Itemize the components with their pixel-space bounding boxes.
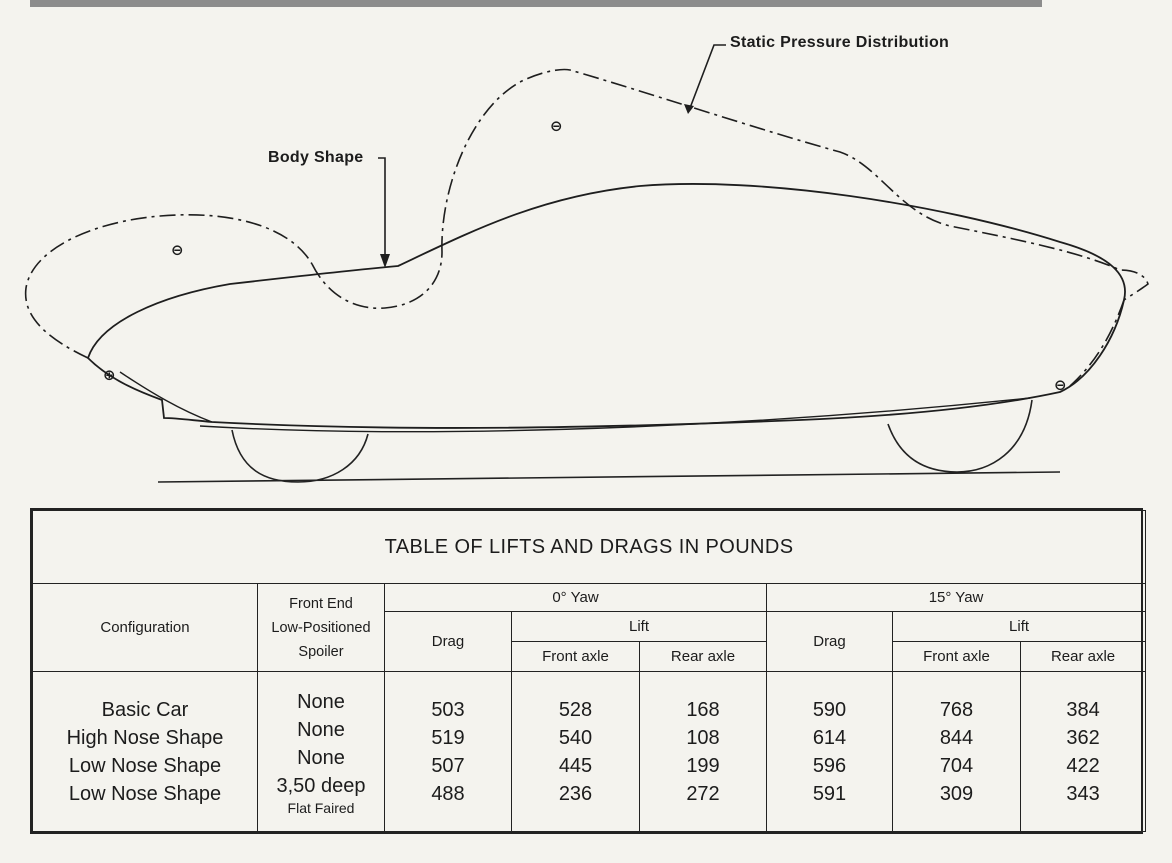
- header-lift-0: Lift: [512, 612, 767, 642]
- pressure-roof-curve: [442, 70, 1148, 301]
- table-cell: None: [297, 746, 345, 769]
- column-lift-rear-0: [640, 672, 767, 832]
- header-rear-axle-15: Rear axle: [1021, 642, 1146, 672]
- table-cell: High Nose Shape: [66, 726, 224, 749]
- negative-sign-icon: ⊖: [1054, 377, 1067, 394]
- front-wheel: [232, 430, 368, 482]
- body-shape-arrowhead: [380, 254, 390, 268]
- table-cell: 3,50 deep: [276, 774, 366, 797]
- table-cell: 199: [686, 754, 720, 777]
- table-cell: Basic Car: [101, 698, 189, 721]
- column-lift-front-0: [512, 672, 640, 832]
- static-pressure-label: Static Pressure Distribution: [730, 34, 950, 51]
- table-cell: 236: [558, 782, 593, 805]
- header-drag-0: Drag: [385, 612, 512, 672]
- column-configuration: [33, 672, 258, 832]
- table-cell: 528: [558, 698, 593, 721]
- table-cell: 591: [812, 782, 847, 805]
- table-cell: 503: [431, 698, 465, 721]
- header-spoiler: [258, 584, 385, 672]
- table-cell: 445: [558, 754, 593, 777]
- nose-lower-line: [120, 372, 212, 422]
- header-front-axle-15: Front axle: [893, 642, 1021, 672]
- table-cell: 108: [686, 726, 720, 749]
- static-pressure-arrowhead: [684, 104, 694, 114]
- pressure-rear-tail: [1070, 300, 1124, 386]
- table-cell: 540: [558, 726, 593, 749]
- table-cell: 704: [939, 754, 974, 777]
- table-cell: Low Nose Shape: [68, 754, 222, 777]
- negative-sign-icon: ⊖: [171, 242, 184, 259]
- column-lift-front-15: [893, 672, 1021, 832]
- header-yaw-15: 15° Yaw: [767, 584, 1146, 612]
- table-cell: 272: [686, 782, 720, 805]
- table-cell: None: [297, 690, 345, 713]
- table-cell: 507: [431, 754, 465, 777]
- table-cell: 422: [1066, 754, 1100, 777]
- table-cell: 309: [939, 782, 974, 805]
- rear-wheel: [888, 400, 1032, 472]
- table-cell: 384: [1066, 698, 1100, 721]
- pressure-cockpit-dip: [312, 252, 442, 308]
- table-cell: Low Nose Shape: [68, 782, 222, 805]
- table-cell: 343: [1066, 782, 1100, 805]
- table-cell: None: [297, 718, 345, 741]
- header-yaw-0: 0° Yaw: [385, 584, 767, 612]
- body-shape-leader: [378, 158, 385, 262]
- table-cell: 362: [1066, 726, 1100, 749]
- ground-line: [158, 472, 1060, 482]
- table-cell: 614: [812, 726, 847, 749]
- negative-sign-icon: ⊖: [550, 118, 563, 135]
- column-drag-0: [385, 672, 512, 832]
- spoiler-note: Flat Faired: [287, 799, 355, 816]
- header-spoiler-line-3: Spoiler: [298, 643, 344, 660]
- header-rear-axle-0: Rear axle: [640, 642, 767, 672]
- table-cell: 488: [431, 782, 465, 805]
- table-cell: 596: [812, 754, 847, 777]
- header-spoiler-line-2: Low-Positioned: [271, 619, 371, 636]
- column-drag-15: [767, 672, 893, 832]
- lift-drag-table: [30, 508, 1143, 834]
- header-spoiler-line-1: Front End: [289, 595, 353, 612]
- table-cell: 168: [686, 698, 720, 721]
- column-lift-rear-15: [1021, 672, 1146, 832]
- table-cell: 768: [939, 698, 974, 721]
- header-front-axle-0: Front axle: [512, 642, 640, 672]
- positive-sign-icon: ⊕: [103, 367, 116, 384]
- pressure-front-lobe: [26, 215, 312, 358]
- table-title: TABLE OF LIFTS AND DRAGS IN POUNDS: [33, 511, 1146, 584]
- header-lift-15: Lift: [893, 612, 1146, 642]
- body-shape-label: Body Shape: [268, 149, 364, 166]
- body-shape-outline: [88, 184, 1125, 428]
- column-spoiler: [258, 672, 385, 832]
- header-configuration: Configuration: [33, 584, 258, 672]
- header-drag-15: Drag: [767, 612, 893, 672]
- table-cell: 844: [939, 726, 974, 749]
- table-cell: 590: [812, 698, 847, 721]
- table-cell: 519: [431, 726, 465, 749]
- static-pressure-leader: [690, 45, 726, 108]
